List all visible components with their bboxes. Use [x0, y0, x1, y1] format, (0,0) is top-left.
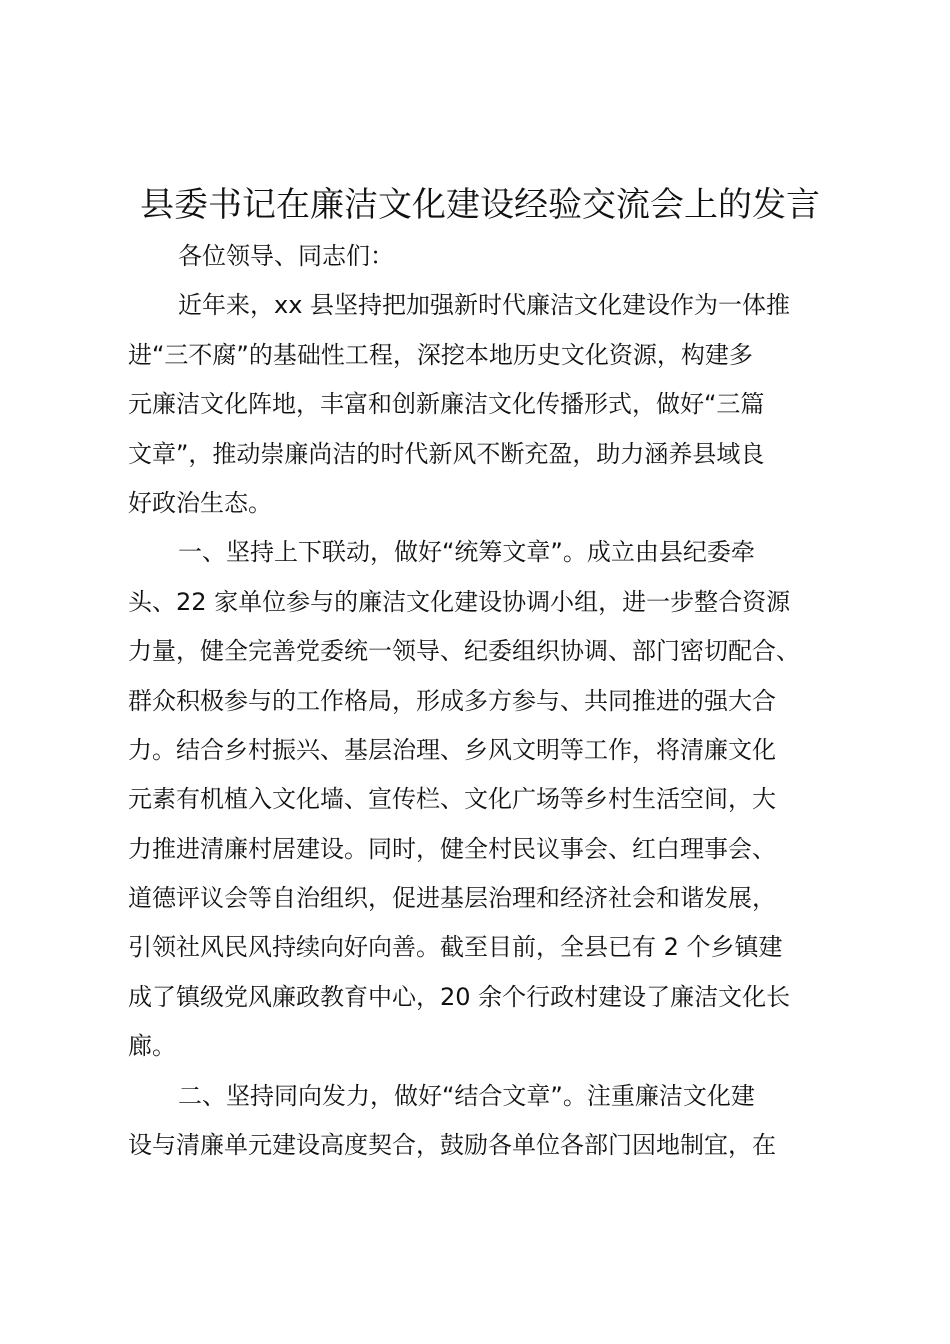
paragraph-line: 群众积极参与的工作格局，形成多方参与、共同推进的强大合: [128, 686, 776, 715]
paragraph-line: 头、22 家单位参与的廉洁文化建设协调小组，进一步整合资源: [128, 587, 791, 616]
paragraph-line: 二、坚持同向发力，做好“结合文章”。注重廉洁文化建: [178, 1081, 755, 1110]
document-title: 县委书记在廉洁文化建设经验交流会上的发言: [140, 185, 820, 225]
document-body: [128, 232, 848, 1170]
paragraph-line: 成了镇级党风廉政教育中心，20 余个行政村建设了廉洁文化长: [128, 982, 791, 1011]
paragraph-intro: [128, 281, 848, 528]
paragraph-line: 力量，健全完善党委统一领导、纪委组织协调、部门密切配合、: [128, 637, 800, 666]
paragraph-line: 近年来，xx 县坚持把加强新时代廉洁文化建设作为一体推: [178, 291, 791, 320]
paragraph-line: 廊。: [128, 1032, 176, 1061]
paragraph-line: 文章”，推动崇廉尚洁的时代新风不断充盈，助力涵养县域良: [128, 439, 765, 468]
paragraph-line: 元廉洁文化阵地，丰富和创新廉洁文化传播形式，做好“三篇: [128, 390, 765, 419]
paragraph-section-2: [128, 1072, 848, 1171]
paragraph-line: 力推进清廉村居建设。同时，健全村民议事会、红白理事会、: [128, 834, 776, 863]
salutation-paragraph: [128, 232, 848, 281]
paragraph-line: 元素有机植入文化墙、宣传栏、文化广场等乡村生活空间，大: [128, 785, 776, 814]
paragraph-line: 道德评议会等自治组织，促进基层治理和经济社会和谐发展，: [128, 884, 776, 913]
paragraph-line: 一、坚持上下联动，做好“统筹文章”。成立由县纪委牵: [178, 538, 755, 567]
paragraph-line: 力。结合乡村振兴、基层治理、乡风文明等工作，将清廉文化: [128, 735, 776, 764]
salutation: 各位领导、同志们：: [178, 242, 394, 270]
paragraph-line: 进“三不腐”的基础性工程，深挖本地历史文化资源，构建多: [128, 340, 753, 369]
paragraph-line: 设与清廉单元建设高度契合，鼓励各单位各部门因地制宜，在: [128, 1131, 776, 1160]
paragraph-section-1: [128, 528, 848, 1071]
paragraph-line: 好政治生态。: [128, 488, 272, 517]
paragraph-line: 引领社风民风持续向好向善。截至目前，全县已有 2 个乡镇建: [128, 933, 783, 962]
